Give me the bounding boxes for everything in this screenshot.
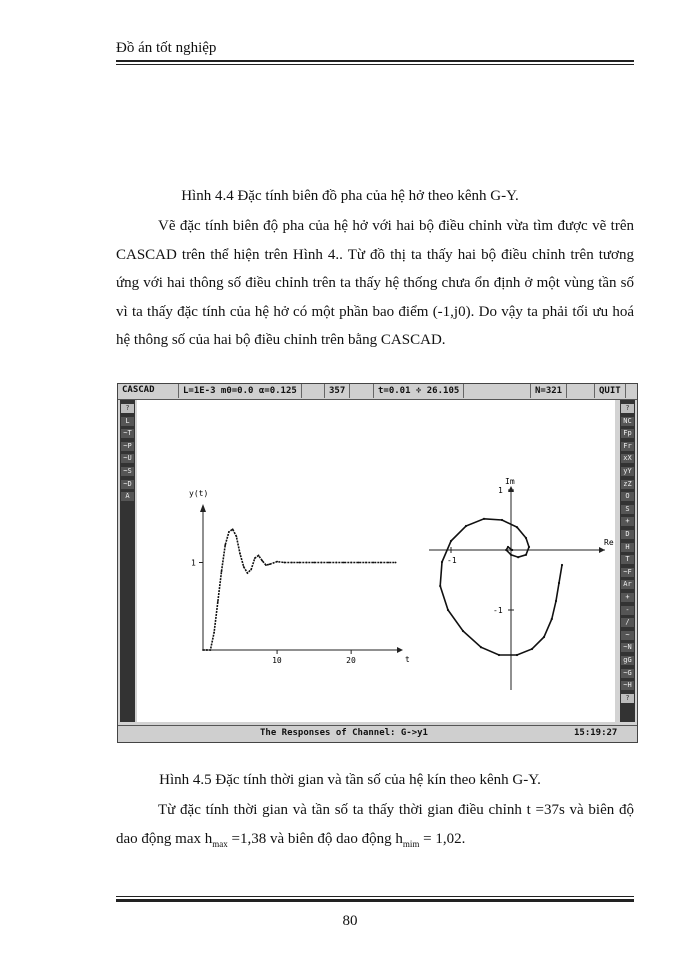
nyquist-data-point xyxy=(505,549,507,551)
status-bar xyxy=(118,725,637,742)
time-data-point xyxy=(213,632,215,634)
app-name: CASCAD xyxy=(122,385,155,395)
time-data-point xyxy=(254,557,256,559)
toolbar-button[interactable]: xX xyxy=(621,454,634,463)
toolbar-button[interactable]: Fp xyxy=(621,429,634,438)
header-rule xyxy=(116,60,634,62)
toolbar-button[interactable]: S xyxy=(621,505,634,514)
time-data-point xyxy=(261,560,263,562)
nyquist-x-tick-label: -1 xyxy=(447,556,457,565)
toolbar-button[interactable]: ? xyxy=(621,694,634,703)
cascad-window xyxy=(117,383,638,743)
time-data-point xyxy=(291,562,293,564)
nyquist-data-point xyxy=(525,554,527,556)
toolbar-button[interactable]: ~F xyxy=(621,568,634,577)
paragraph-1-text: Vẽ đặc tính biên độ pha của hệ hở với hai bộ điều chỉnh vừa tìm được vẽ trên CASCAD trên thể hiện trên Hình 4.. Từ đồ thị ta thấy hai bộ điều chỉnh trên tương ứng với hai thông số điều chỉnh trên ta thấy hệ thống chưa ổn định ở một vùng tần số vì ta thấy đặc tính của hệ hở có một phần bao điểm (-1,j0). Do vậy ta phải tối ưu hoá hệ thông số của hai bộ điều chỉnh trên bằng CASCAD. xyxy=(116,218,634,349)
time-data-point xyxy=(306,562,308,564)
figure-44-caption: Hình 4.4 Đặc tính biên đồ pha của hệ hở theo kênh G-Y. xyxy=(181,188,519,204)
time-data-point xyxy=(298,562,300,564)
time-data-point xyxy=(228,531,230,533)
nyquist-data-point xyxy=(517,556,519,558)
time-data-point xyxy=(343,562,345,564)
time-data-point xyxy=(250,569,252,571)
toolbar-button[interactable]: Ar xyxy=(621,580,634,589)
time-data-point xyxy=(224,544,226,546)
toolbar-button[interactable]: ? xyxy=(621,404,634,413)
nyquist-data-point xyxy=(528,546,530,548)
paragraph-2 xyxy=(116,796,634,858)
toolbar-button[interactable]: - xyxy=(621,606,634,615)
time-y-arrow-icon xyxy=(200,504,206,512)
time-x-tick-label: 20 xyxy=(346,656,356,665)
nyquist-y-tick-label: 1 xyxy=(498,486,503,495)
nyquist-data-point xyxy=(441,561,443,563)
toolbar-button[interactable]: zZ xyxy=(621,480,634,489)
toolbar-button[interactable]: + xyxy=(621,593,634,602)
toolbar-button[interactable]: T xyxy=(621,555,634,564)
toolbar-button[interactable]: Â xyxy=(121,492,134,501)
nyquist-data-point xyxy=(498,654,500,656)
toolbar-button[interactable]: ~N xyxy=(621,643,634,652)
nyquist-xlabel: Re xyxy=(604,538,614,547)
toolbar-button[interactable]: D xyxy=(621,530,634,539)
right-toolbar xyxy=(620,400,635,722)
time-data-point xyxy=(258,555,260,557)
nyquist-re-arrow-icon xyxy=(599,547,605,553)
time-data-point xyxy=(350,562,352,564)
nyquist-data-point xyxy=(525,537,527,539)
hmin-subscript: mim xyxy=(402,838,420,849)
page-header-title: Đồ án tốt nghiệp xyxy=(116,40,217,56)
response-plots xyxy=(137,400,615,722)
nyquist-data-point xyxy=(561,564,563,566)
time-range-readout: t=0.01 ÷ 26.105 xyxy=(373,384,464,398)
toolbar-button[interactable]: ~G xyxy=(621,669,634,678)
nyquist-ylabel: Im xyxy=(505,477,515,486)
figure-45-caption: Hình 4.5 Đặc tính thời gian và tần số của hệ kín theo kênh G-Y. xyxy=(159,772,541,788)
time-y-tick-label: 1 xyxy=(191,558,196,568)
nyquist-im-arrow-icon xyxy=(508,486,514,492)
toolbar-button[interactable]: ? xyxy=(121,404,134,413)
toolbar-button[interactable]: Fr xyxy=(621,442,634,451)
time-data-point xyxy=(372,562,374,564)
nyquist-data-point xyxy=(555,600,557,602)
nyquist-data-point xyxy=(516,654,518,656)
toolbar-button[interactable]: + xyxy=(621,517,634,526)
time-data-point xyxy=(235,535,237,537)
toolbar-button[interactable]: ~H xyxy=(621,681,634,690)
count-readout: 357 xyxy=(324,384,350,398)
paragraph-2-text xyxy=(116,796,634,858)
toolbar-button[interactable]: ~U xyxy=(121,454,134,463)
nyquist-y-tick-label: -1 xyxy=(493,606,503,615)
toolbar-button[interactable]: gG xyxy=(621,656,634,665)
nyquist-data-point xyxy=(501,519,503,521)
time-data-point xyxy=(265,564,267,566)
nyquist-data-point xyxy=(507,546,509,548)
status-text: The Responses of Channel: G->y1 xyxy=(260,728,428,738)
nyquist-data-point xyxy=(480,646,482,648)
nyquist-data-point xyxy=(516,526,518,528)
time-data-point xyxy=(395,562,397,564)
cascad-title-bar xyxy=(118,384,637,400)
time-x-tick-label: 10 xyxy=(272,656,282,665)
nyquist-data-point xyxy=(447,609,449,611)
toolbar-button[interactable]: / xyxy=(621,618,634,627)
time-data-point xyxy=(221,570,223,572)
clock-readout: 15:19:27 xyxy=(574,728,618,738)
time-data-point xyxy=(313,562,315,564)
time-data-point xyxy=(387,562,389,564)
time-data-point xyxy=(358,562,360,564)
nyquist-data-point xyxy=(531,648,533,650)
paragraph-2-part3: = 1,02. xyxy=(419,830,466,847)
time-data-point xyxy=(243,566,245,568)
time-data-point xyxy=(284,562,286,564)
nyquist-data-point xyxy=(439,585,441,587)
time-data-point xyxy=(217,601,219,603)
paragraph-2-part2: =1,38 và biên độ dao động h xyxy=(227,830,403,847)
quit-button[interactable]: QUIT xyxy=(594,384,626,398)
params-readout: L=1E-3 m0=0.0 α=0.125 xyxy=(178,384,302,398)
time-data-point xyxy=(247,572,249,574)
toolbar-button[interactable]: NC xyxy=(621,417,634,426)
left-toolbar xyxy=(120,400,135,722)
time-data-point xyxy=(380,562,382,564)
time-data-point xyxy=(335,562,337,564)
footer-rule-thin xyxy=(116,896,634,897)
nyquist-data-point xyxy=(465,525,467,527)
time-response-line xyxy=(203,529,396,650)
time-data-point xyxy=(202,649,204,651)
nyquist-data-point xyxy=(483,518,485,520)
nyquist-data-point xyxy=(511,549,513,551)
time-data-point xyxy=(321,562,323,564)
time-data-point xyxy=(269,563,271,565)
nyquist-data-point xyxy=(450,540,452,542)
time-ylabel: y(t) xyxy=(189,489,209,498)
time-xlabel: t xyxy=(405,655,410,664)
nyquist-data-point xyxy=(551,618,553,620)
n-readout: N=321 xyxy=(530,384,567,398)
paragraph-2-part1: Từ đặc tính thời gian và tần số ta thấy thời gian điều chỉnh t =37s và biên độ dao động max h xyxy=(116,802,634,847)
nyquist-curve xyxy=(440,519,562,655)
time-data-point xyxy=(232,528,234,530)
toolbar-button[interactable]: ~D xyxy=(121,480,134,489)
toolbar-button[interactable]: H xyxy=(621,543,634,552)
plot-area xyxy=(137,400,615,722)
nyquist-data-point xyxy=(510,554,512,556)
time-data-point xyxy=(239,553,241,555)
nyquist-data-point xyxy=(462,630,464,632)
nyquist-data-point xyxy=(543,636,545,638)
page-number: 80 xyxy=(342,913,358,929)
time-data-point xyxy=(210,649,212,651)
time-data-point xyxy=(365,562,367,564)
toolbar-button[interactable]: ~ xyxy=(621,631,634,640)
toolbar-button[interactable]: O xyxy=(621,492,634,501)
toolbar-button[interactable]: L xyxy=(121,417,134,426)
nyquist-data-point xyxy=(558,582,560,584)
toolbar-button[interactable]: ~S xyxy=(121,467,134,476)
time-x-arrow-icon xyxy=(397,647,403,653)
header-rule-thin xyxy=(116,64,634,65)
hmax-subscript: max xyxy=(212,838,228,849)
toolbar-button[interactable]: ~T xyxy=(121,429,134,438)
toolbar-button[interactable]: yY xyxy=(621,467,634,476)
footer-rule xyxy=(116,899,634,902)
time-data-point xyxy=(206,649,208,651)
time-data-point xyxy=(276,561,278,563)
time-data-point xyxy=(328,562,330,564)
toolbar-button[interactable]: ~P xyxy=(121,442,134,451)
paragraph-1 xyxy=(116,212,634,355)
